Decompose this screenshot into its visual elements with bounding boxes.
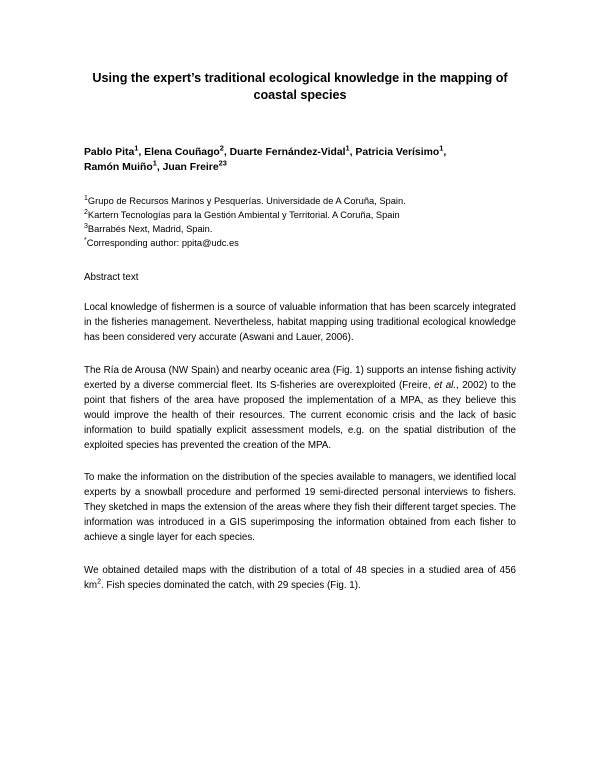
abstract-label: Abstract text — [84, 272, 139, 284]
author-patricia-verisimo-affiliation-marker: 1 — [439, 143, 444, 153]
author-pablo-pita-affiliation-marker: 1 — [134, 143, 139, 153]
affiliation-3-marker: 3 — [84, 223, 88, 231]
paragraph-4-superscript-two: 2 — [97, 578, 101, 586]
author-patricia-verisimo: , Patricia Verísimo — [349, 146, 440, 158]
author-ramon-muino-affiliation-marker: 1 — [152, 158, 157, 168]
affiliation-corresponding-marker: * — [84, 237, 87, 245]
author-duarte-fernandez-vidal-affiliation-marker: 1 — [345, 143, 350, 153]
page-title: Using the expert’s traditional ecological knowledge in the mapping of coastal species — [92, 71, 508, 103]
paragraph-2-part-1: The Ría de Arousa (NW Spain) and nearby oceanic area (Fig. 1) supports an intense fishing activity exerted by a diverse commercial fleet. Its S-fisheries are overexploited (Freire, — [84, 365, 516, 392]
author-line-1-separator: , — [443, 146, 447, 158]
author-ramon-muino: Ramón Muiño — [84, 162, 153, 174]
author-juan-freire-affiliation-marker: 23 — [218, 158, 227, 168]
paragraph-4-part-1: We obtained detailed maps with the distribution of a total of 48 species in a studied area of 456 km — [84, 564, 516, 591]
author-pablo-pita: Pablo Pita — [84, 146, 135, 158]
author-duarte-fernandez-vidal: , Duarte Fernández-Vidal — [223, 146, 346, 158]
affiliation-2 — [84, 208, 516, 222]
affiliation-2-marker: 2 — [84, 209, 88, 216]
affiliation-corresponding-text: Corresponding author: ppita@udc.es — [86, 238, 239, 249]
author-line-1 — [84, 145, 516, 161]
affiliation-3 — [84, 222, 516, 236]
affiliation-1-marker: 1 — [84, 194, 88, 202]
affiliation-2-text: Kartern Tecnologías para la Gestión Ambiental y Territorial. A Coruña, Spain — [87, 210, 400, 221]
affiliation-3-text: Barrabés Next, Madrid, Spain. — [87, 224, 213, 235]
paragraph-2-italic-et-al: et al. — [434, 380, 457, 392]
paragraph-4-part-2: . Fish species dominated the catch, with 29 species (Fig. 1). — [100, 579, 361, 591]
author-elena-counago: , Elena Couñago — [138, 146, 220, 158]
paragraph-3: To make the information on the distribution of the species available to managers, we identified local experts by a snowball procedure and performed 19 semi-directed personal interviews to fishers. They sketched in maps the extension of the areas where they fish their different target species. The information was introduced in a GIS superimposing the information obtained from each fisher to achieve a single layer for each species. — [84, 472, 516, 544]
affiliation-list — [84, 194, 516, 251]
paragraph-1: Local knowledge of fishermen is a source of valuable information that has been scarcely integrated in the fisheries management. Nevertheless, habitat mapping using traditional ecological knowledge has been considered very accurate (Aswani and Lauer, 2006). — [84, 302, 516, 344]
author-elena-counago-affiliation-marker: 2 — [219, 143, 224, 153]
affiliation-corresponding-author — [84, 236, 516, 250]
author-list — [84, 145, 516, 176]
paragraph-4 — [84, 564, 516, 594]
affiliation-1 — [84, 194, 516, 208]
author-juan-freire: , Juan Freire — [156, 162, 219, 174]
author-line-2 — [84, 160, 516, 176]
paragraph-2-part-2: , 2002) to the point that fishers of the area have proposed the implementation of a MPA, as they believe this would improve the health of their resources. The current economic crisis and the lack of basic information to build spatially explicit assessment models, e.g. on the spatial distribution of the exploited species has prevented the creation of the MPA. — [84, 380, 516, 451]
paragraph-2 — [84, 364, 516, 453]
affiliation-1-text: Grupo de Recursos Marinos y Pesquerías. Universidade de A Coruña, Spain. — [87, 195, 406, 206]
